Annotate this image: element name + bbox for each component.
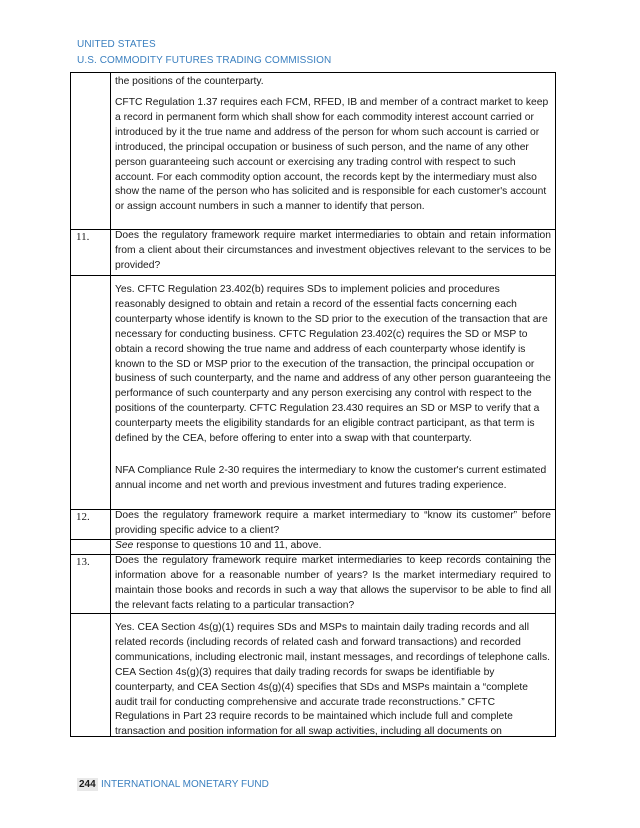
answer-13-paragraph: Yes. CEA Section 4s(g)(1) requires SDs and MSPs to maintain daily trading records and all related records (including records of related cash and forward transactions) and recorded communications, including electronic mail, instant messages, and recordings of telephone calls. CEA Section 4s(g)(3) requires that daily trading records for swaps be identifiable by counterparty, and CEA Section 4s(g)(4) specifies that SDs and MSPs maintain a “complete audit trail for conducting comprehensive and accurate trade reconstructions.” CFTC Regulations in Part 23 require records to be maintained which include full and complete transaction and position information for all swap activities, including all documents on bbox=[115, 622, 550, 738]
number-column-divider bbox=[110, 72, 111, 736]
answer-12-text bbox=[115, 539, 551, 554]
continued-answer-text: the positions of the counterparty. bbox=[115, 76, 264, 87]
header-country: UNITED STATES bbox=[77, 39, 156, 50]
question-11-number: 11. bbox=[76, 231, 90, 243]
answer-11-paragraph-1: Yes. CFTC Regulation 23.402(b) requires SDs to implement policies and procedures reasonably designed to obtain and retain a record of the essential facts concerning each counterparty whose identify is known to the SD prior to the execution of the transaction that are necessary for conducting business. CFTC Regulation 23.402(c) requires the SD or MSP to obtain a record showing the true name and address of each counterparty whose identify is known to the SD or MSP prior to the execution of the transaction, the principal occupation or business of such counterparty, and the name and address of any other person guaranteeing the performance of such counterparty and any person exercising any control with respect to the positions of the counterparty. CFTC Regulation 23.430 requires an SD or MSP to verify that a counterparty meets the eligibility standards for an eligible contract participant, as that term is defined by the CEA, before offering to enter into a swap with that counterparty. bbox=[115, 284, 551, 445]
question-11-text: Does the regulatory framework require market intermediaries to obtain and retain information from a client about their circumstances and investment objectives relevant to the services to be provided? bbox=[115, 230, 551, 271]
question-12-number: 12. bbox=[76, 511, 90, 523]
row-rule bbox=[70, 72, 556, 73]
question-12-text: Does the regulatory framework require a market intermediary to “know its customer” before providing specific advice to a client? bbox=[115, 510, 551, 536]
cftc-1-37-paragraph: CFTC Regulation 1.37 requires each FCM, RFED, IB and member of a contract market to keep a record in permanent form which shall show for each commodity interest account carried or introduced by it the true name and address of the person for whom such account is carried or introduced, the principal occupation or business of such person, and the name of any other person guaranteeing such account or exercising any trading control with respect to such account. For each commodity option account, the records kept by the intermediary must also show the name of the person who has solicited and is responsible for each customer's account or assign account numbers in such a manner to identify that person. bbox=[115, 97, 549, 213]
answer-11-paragraph-2: NFA Compliance Rule 2-30 requires the intermediary to know the customer's current estimated annual income and net worth and previous investment and futures trading experience. bbox=[115, 465, 547, 491]
row-rule bbox=[70, 275, 556, 276]
page-number: 244 bbox=[79, 779, 96, 790]
header-agency: U.S. COMMODITY FUTURES TRADING COMMISSION bbox=[77, 55, 332, 66]
question-13-text: Does the regulatory framework require market intermediaries to keep records containing the information above for a reasonable number of years? Is the market intermediary required to maintain those books and records in such a way that allows the supervisor to be able to find all the relevant facts relating to a particular transaction? bbox=[115, 555, 551, 611]
footer-org: INTERNATIONAL MONETARY FUND bbox=[101, 779, 269, 790]
question-13-number: 13. bbox=[76, 556, 90, 568]
answer-12-see: See bbox=[115, 540, 134, 551]
answer-12-rest: response to questions 10 and 11, above. bbox=[133, 540, 322, 551]
